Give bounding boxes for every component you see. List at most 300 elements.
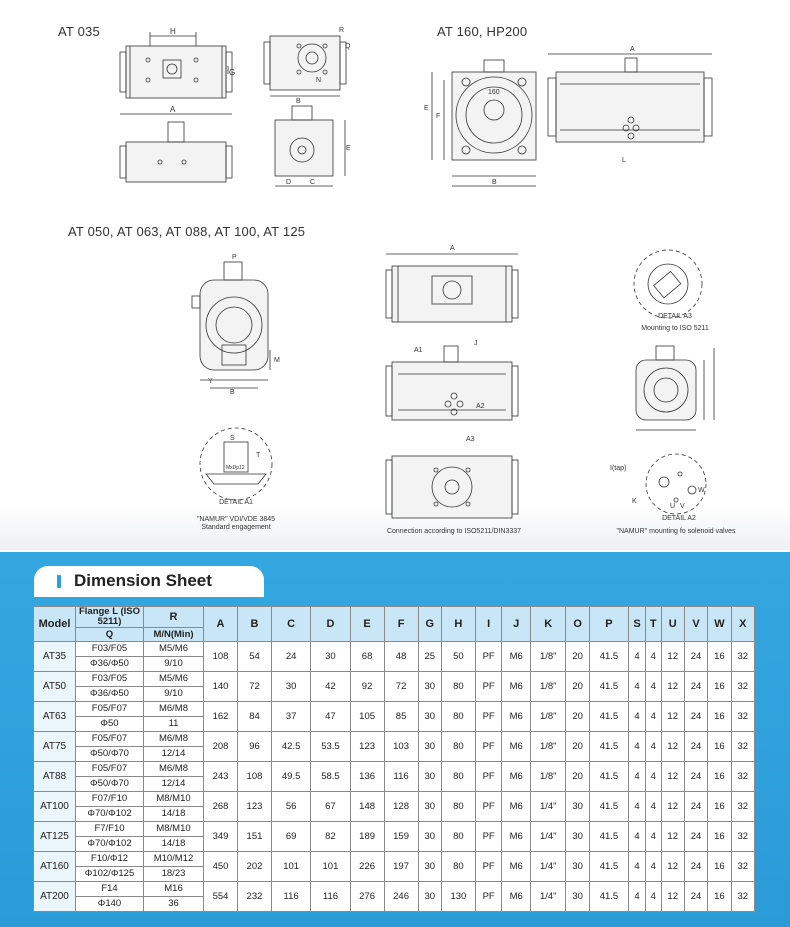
dim-b-label-2: B xyxy=(492,179,497,186)
dimension-cell: 116 xyxy=(311,882,350,912)
dimension-cell: 80 xyxy=(441,792,475,822)
header-mn: M/N(Min) xyxy=(144,628,204,642)
header-col-k: K xyxy=(531,607,566,642)
dimension-cell: 50 xyxy=(441,642,475,672)
dimension-cell: 32 xyxy=(731,732,754,762)
dimension-cell: 16 xyxy=(708,762,731,792)
table-row xyxy=(34,672,755,687)
dimension-cell: 1/4" xyxy=(531,792,566,822)
dimension-cell: 16 xyxy=(708,792,731,822)
dimension-cell: M6 xyxy=(502,882,531,912)
at035-end-view xyxy=(264,36,346,96)
dimension-cell: 20 xyxy=(566,762,589,792)
table-row xyxy=(34,822,755,837)
dim-itap-label: I(tap) xyxy=(610,465,627,472)
dimension-cell: 12 xyxy=(661,822,684,852)
dimension-cell: 42.5 xyxy=(271,732,310,762)
dim-v-label: V xyxy=(680,503,685,510)
dim-c-label: C xyxy=(310,179,316,186)
dimension-cell: 32 xyxy=(731,762,754,792)
tab-accent-bar xyxy=(57,575,61,588)
dimension-cell: M6 xyxy=(502,792,531,822)
dimension-table-body xyxy=(34,642,755,912)
header-col-d: D xyxy=(311,607,350,642)
dimension-cell: 4 xyxy=(645,792,661,822)
dimension-cell: 30 xyxy=(418,792,441,822)
q-cell: Φ70/Φ102 xyxy=(76,807,144,822)
dimension-cell: 30 xyxy=(566,882,589,912)
dimension-cell: 4 xyxy=(645,732,661,762)
dimension-cell: 30 xyxy=(418,732,441,762)
dimension-cell: 128 xyxy=(384,792,418,822)
header-col-w: W xyxy=(708,607,731,642)
dimension-cell: 105 xyxy=(350,702,384,732)
dimension-cell: 30 xyxy=(566,852,589,882)
dim-h-label: H xyxy=(170,27,176,36)
dimension-cell: 30 xyxy=(418,822,441,852)
dimension-cell: 48 xyxy=(384,642,418,672)
dimension-cell: 16 xyxy=(708,822,731,852)
dimension-cell: 4 xyxy=(629,702,646,732)
dimension-cell: 80 xyxy=(441,762,475,792)
dimension-cell: PF xyxy=(475,702,501,732)
dimension-cell: 246 xyxy=(384,882,418,912)
dimension-cell: 20 xyxy=(566,642,589,672)
dimension-cell: 232 xyxy=(237,882,271,912)
dimension-cell: 349 xyxy=(204,822,238,852)
dimension-cell: 30 xyxy=(271,672,310,702)
table-row xyxy=(34,882,755,897)
header-col-u: U xyxy=(661,607,684,642)
dimension-cell: 24 xyxy=(684,732,707,762)
dimension-cell: 32 xyxy=(731,882,754,912)
r-cell: M6/M8 xyxy=(144,732,204,747)
flange-cell: F05/F07 xyxy=(76,732,144,747)
flange-cell: F10/Φ12 xyxy=(76,852,144,867)
q-cell: Φ70/Φ102 xyxy=(76,837,144,852)
dimension-cell: 202 xyxy=(237,852,271,882)
dimension-cell: 12 xyxy=(661,642,684,672)
model-cell: AT125 xyxy=(34,822,76,852)
dimension-cell: 4 xyxy=(645,702,661,732)
dimension-cell: 1/4" xyxy=(531,822,566,852)
table-row xyxy=(34,762,755,777)
dimension-cell: 96 xyxy=(237,732,271,762)
dimension-cell: 53.5 xyxy=(311,732,350,762)
dimension-cell: 16 xyxy=(708,672,731,702)
header-col-f: F xyxy=(384,607,418,642)
header-col-v: V xyxy=(684,607,707,642)
dim-a3-label: A3 xyxy=(466,436,475,443)
dim-a-label-2: A xyxy=(630,46,635,53)
dim-e-label-2: E xyxy=(424,105,429,112)
dimension-cell: 151 xyxy=(237,822,271,852)
dimension-cell: 4 xyxy=(629,672,646,702)
dimension-cell: 159 xyxy=(384,822,418,852)
dimension-table xyxy=(33,606,755,912)
dimension-cell: 1/8" xyxy=(531,642,566,672)
dimension-cell: 58.5 xyxy=(311,762,350,792)
dimension-cell: 56 xyxy=(271,792,310,822)
dimension-cell: 1/8" xyxy=(531,762,566,792)
r-cell: M16 xyxy=(144,882,204,897)
dimension-cell: 49.5 xyxy=(271,762,310,792)
table-row xyxy=(34,702,755,717)
dimension-cell: 12 xyxy=(661,702,684,732)
dimension-cell: 41.5 xyxy=(589,702,628,732)
header-col-p: P xyxy=(589,607,628,642)
dimension-cell: 72 xyxy=(384,672,418,702)
dimension-cell: 84 xyxy=(237,702,271,732)
q-cell: Φ140 xyxy=(76,897,144,912)
dimension-cell: 148 xyxy=(350,792,384,822)
dimension-cell: 197 xyxy=(384,852,418,882)
caption-connection: Connection according to ISO5211/DIN3337 xyxy=(386,528,522,535)
dim-b-label: B xyxy=(296,98,301,105)
dimension-cell: M6 xyxy=(502,732,531,762)
dim-b-label-3: B xyxy=(230,389,235,396)
dimension-cell: 67 xyxy=(311,792,350,822)
dimension-cell: M6 xyxy=(502,852,531,882)
dimension-cell: 41.5 xyxy=(589,882,628,912)
header-col-h: H xyxy=(441,607,475,642)
header-col-c: C xyxy=(271,607,310,642)
dimension-cell: 4 xyxy=(629,882,646,912)
dimension-cell: 4 xyxy=(645,822,661,852)
dim-t-label: T xyxy=(256,452,261,459)
header-col-i: I xyxy=(475,607,501,642)
header-col-a: A xyxy=(204,607,238,642)
header-col-b: B xyxy=(237,607,271,642)
dimension-cell: 226 xyxy=(350,852,384,882)
table-row xyxy=(34,792,755,807)
q-cell: Φ50/Φ70 xyxy=(76,777,144,792)
dim-a2-label: A2 xyxy=(476,403,485,410)
dimension-cell: 41.5 xyxy=(589,852,628,882)
flange-cell: F07/F10 xyxy=(76,792,144,807)
r-cell: M6/M8 xyxy=(144,702,204,717)
dim-g-label: G xyxy=(229,68,236,77)
dim-e-label: E xyxy=(346,145,351,152)
flange-cell: F14 xyxy=(76,882,144,897)
header-col-j: J xyxy=(502,607,531,642)
q-cell: Φ50/Φ70 xyxy=(76,747,144,762)
header-col-s: S xyxy=(629,607,646,642)
dimension-cell: 12 xyxy=(661,792,684,822)
dimension-cell: 189 xyxy=(350,822,384,852)
model-cell: AT88 xyxy=(34,762,76,792)
dimension-cell: 16 xyxy=(708,702,731,732)
q-cell: Φ102/Φ125 xyxy=(76,867,144,882)
r-cell: M6/M8 xyxy=(144,762,204,777)
model-cell: AT75 xyxy=(34,732,76,762)
dimension-cell: 41.5 xyxy=(589,792,628,822)
dimension-cell: 54 xyxy=(237,642,271,672)
dimension-cell: 12 xyxy=(661,882,684,912)
dimension-cell: M6 xyxy=(502,672,531,702)
dimension-cell: 1/4" xyxy=(531,882,566,912)
model-cell: AT100 xyxy=(34,792,76,822)
dimension-sheet-title: Dimension Sheet xyxy=(74,571,212,590)
at050-top-view xyxy=(386,254,518,322)
dimension-cell: 101 xyxy=(271,852,310,882)
flange-cell: F03/F05 xyxy=(76,672,144,687)
caption-namur-a1-1: "NAMUR" VDI/VDE 3845 xyxy=(196,516,276,523)
dimension-cell: 116 xyxy=(384,762,418,792)
dimension-cell: PF xyxy=(475,762,501,792)
r-cell: M5/M6 xyxy=(144,672,204,687)
dimension-cell: 24 xyxy=(684,792,707,822)
dimension-cell: 30 xyxy=(418,852,441,882)
caption-mounting: Mounting to ISO 5211 xyxy=(641,325,709,332)
dim-y-label: Y xyxy=(208,378,213,385)
dim-f-label: F xyxy=(436,113,441,120)
dimension-cell: 101 xyxy=(311,852,350,882)
r-cell: M8/M10 xyxy=(144,822,204,837)
mn-cell: 12/14 xyxy=(144,747,204,762)
dimension-cell: 30 xyxy=(418,762,441,792)
title-at035: AT 035 xyxy=(58,24,100,39)
dimension-cell: 268 xyxy=(204,792,238,822)
model-cell: AT63 xyxy=(34,702,76,732)
dimension-cell: M6 xyxy=(502,642,531,672)
dimension-cell: 80 xyxy=(441,702,475,732)
dim-w-label: W xyxy=(698,487,705,494)
dimension-cell: 20 xyxy=(566,732,589,762)
caption-detail-a2: DETAIL A2 xyxy=(662,515,696,522)
dimension-cell: 41.5 xyxy=(589,762,628,792)
dim-k-label: K xyxy=(632,498,637,505)
dimension-cell: 41.5 xyxy=(589,732,628,762)
caption-detail-a3: DETAIL A3 xyxy=(658,313,692,320)
dimension-cell: 82 xyxy=(311,822,350,852)
dim-q-label: Q xyxy=(345,43,351,50)
header-col-x: X xyxy=(731,607,754,642)
dimension-cell: 30 xyxy=(566,822,589,852)
mn-cell: 14/18 xyxy=(144,807,204,822)
dimension-cell: PF xyxy=(475,822,501,852)
at035-top-view xyxy=(120,32,232,98)
dimension-cell: 92 xyxy=(350,672,384,702)
dimension-cell: 16 xyxy=(708,852,731,882)
dimension-cell: M6 xyxy=(502,702,531,732)
dimension-cell: 12 xyxy=(661,852,684,882)
dimension-cell: 32 xyxy=(731,822,754,852)
flange-cell: F7/F10 xyxy=(76,822,144,837)
dimension-cell: 80 xyxy=(441,822,475,852)
title-at050: AT 050, AT 063, AT 088, AT 100, AT 125 xyxy=(68,224,306,239)
dimension-cell: 24 xyxy=(684,672,707,702)
at035-side-view xyxy=(120,114,232,182)
table-row xyxy=(34,642,755,657)
dimension-cell: PF xyxy=(475,852,501,882)
caption-namur-a1-2: Standard engagement xyxy=(201,524,271,531)
at035-section-view xyxy=(275,106,345,186)
dim-u-label: U xyxy=(670,503,676,510)
header-col-g: G xyxy=(418,607,441,642)
dimension-cell: 243 xyxy=(204,762,238,792)
header-q: Q xyxy=(76,628,144,642)
q-cell: Φ36/Φ50 xyxy=(76,687,144,702)
dimension-cell: 42 xyxy=(311,672,350,702)
detail-a1-view xyxy=(200,428,272,500)
dim-r-label: R xyxy=(339,27,345,34)
mn-cell: 18/23 xyxy=(144,867,204,882)
dimension-cell: 24 xyxy=(684,882,707,912)
dimension-cell: 450 xyxy=(204,852,238,882)
dimension-cell: 4 xyxy=(629,792,646,822)
title-at160: AT 160, HP200 xyxy=(437,24,528,39)
at050-front-view xyxy=(386,346,518,420)
dimension-cell: 24 xyxy=(271,642,310,672)
dimension-cell: 1/8" xyxy=(531,732,566,762)
dimension-cell: M6 xyxy=(502,762,531,792)
dimension-cell: 16 xyxy=(708,732,731,762)
r-cell: M8/M10 xyxy=(144,792,204,807)
dimension-cell: 80 xyxy=(441,732,475,762)
dimension-cell: 12 xyxy=(661,762,684,792)
at050-bottom-view xyxy=(386,456,518,518)
dim-n-label: N xyxy=(316,77,322,84)
flange-cell: F03/F05 xyxy=(76,642,144,657)
dimension-cell: 32 xyxy=(731,702,754,732)
dim-a-label: A xyxy=(170,105,176,114)
dim-m-label: M xyxy=(274,357,280,364)
dimension-cell: 80 xyxy=(441,852,475,882)
dimension-cell: PF xyxy=(475,672,501,702)
dimension-cell: 25 xyxy=(418,642,441,672)
dimension-cell: 1/8" xyxy=(531,672,566,702)
dimension-cell: 162 xyxy=(204,702,238,732)
dimension-cell: PF xyxy=(475,732,501,762)
dimension-cell: 4 xyxy=(645,762,661,792)
at050-end-view xyxy=(192,262,270,388)
dimension-cell: 4 xyxy=(629,822,646,852)
dimension-cell: 24 xyxy=(684,702,707,732)
dimension-cell: 4 xyxy=(645,672,661,702)
dimension-cell: 41.5 xyxy=(589,672,628,702)
dim-s-label: S xyxy=(230,435,235,442)
table-row xyxy=(34,732,755,747)
q-cell: Φ36/Φ50 xyxy=(76,657,144,672)
dimension-cell: 16 xyxy=(708,882,731,912)
dimension-cell: 30 xyxy=(418,672,441,702)
dim-l-label: L xyxy=(622,157,626,164)
dim-mxdp-label: MxDp12 xyxy=(226,465,245,471)
dimension-cell: 4 xyxy=(629,642,646,672)
dimension-cell: 136 xyxy=(350,762,384,792)
dimension-sheet-tab xyxy=(34,566,264,596)
dimension-cell: 116 xyxy=(271,882,310,912)
dimension-cell: 1/8" xyxy=(531,702,566,732)
dimension-cell: M6 xyxy=(502,822,531,852)
flange-cell: F05/F07 xyxy=(76,702,144,717)
dimension-cell: 123 xyxy=(350,732,384,762)
header-r: R xyxy=(144,607,204,628)
dim-d-label: D xyxy=(286,179,292,186)
mn-cell: 12/14 xyxy=(144,777,204,792)
dimension-cell: 80 xyxy=(441,672,475,702)
dimension-cell: 41.5 xyxy=(589,822,628,852)
dimension-cell: 24 xyxy=(684,762,707,792)
dim-160-label: 160 xyxy=(488,89,500,96)
at160-end-view xyxy=(432,60,536,186)
dimension-cell: 20 xyxy=(566,672,589,702)
dimension-cell: 32 xyxy=(731,852,754,882)
dimension-cell: 12 xyxy=(661,672,684,702)
dimension-cell: 30 xyxy=(311,642,350,672)
detail-a2-view xyxy=(646,454,706,514)
dimension-cell: 276 xyxy=(350,882,384,912)
dimension-cell: 30 xyxy=(418,882,441,912)
dimension-cell: 68 xyxy=(350,642,384,672)
dimension-cell: 4 xyxy=(645,852,661,882)
dimension-cell: 24 xyxy=(684,852,707,882)
mn-cell: 9/10 xyxy=(144,657,204,672)
dim-a-label-3: A xyxy=(450,245,455,252)
caption-detail-a1: DETAIL A1 xyxy=(219,499,253,506)
dimension-cell: 4 xyxy=(645,882,661,912)
q-cell: Φ50 xyxy=(76,717,144,732)
table-row xyxy=(34,852,755,867)
dimension-cell: 30 xyxy=(566,792,589,822)
r-cell: M5/M6 xyxy=(144,642,204,657)
dimension-cell: PF xyxy=(475,882,501,912)
dimension-cell: 12 xyxy=(661,732,684,762)
dimension-cell: 85 xyxy=(384,702,418,732)
dimension-cell: 69 xyxy=(271,822,310,852)
dimension-cell: 4 xyxy=(629,852,646,882)
model-cell: AT50 xyxy=(34,672,76,702)
dimension-sheet-panel xyxy=(0,552,790,927)
dimension-cell: 1/4" xyxy=(531,852,566,882)
caption-namur-a2: "NAMUR" mounting fo solenoid valves xyxy=(616,528,736,535)
dimension-cell: 32 xyxy=(731,642,754,672)
mn-cell: 14/18 xyxy=(144,837,204,852)
dimension-cell: 32 xyxy=(731,792,754,822)
dimension-cell: 140 xyxy=(204,672,238,702)
dim-p-label: P xyxy=(232,254,237,261)
dimension-cell: 108 xyxy=(237,762,271,792)
model-cell: AT160 xyxy=(34,852,76,882)
dimension-cell: 554 xyxy=(204,882,238,912)
dimension-cell: 108 xyxy=(204,642,238,672)
model-cell: AT200 xyxy=(34,882,76,912)
dimension-cell: 24 xyxy=(684,822,707,852)
dimension-cell: 24 xyxy=(684,642,707,672)
mn-cell: 9/10 xyxy=(144,687,204,702)
dimension-cell: PF xyxy=(475,792,501,822)
dimension-cell: 37 xyxy=(271,702,310,732)
dim-j-label: J xyxy=(474,340,478,347)
dimension-cell: 4 xyxy=(645,642,661,672)
dimension-cell: 30 xyxy=(418,702,441,732)
dimension-cell: 123 xyxy=(237,792,271,822)
at050-right-end-view xyxy=(636,346,714,430)
dimension-cell: 20 xyxy=(566,702,589,732)
flange-cell: F05/F07 xyxy=(76,762,144,777)
mn-cell: 36 xyxy=(144,897,204,912)
dim-a1-label: A1 xyxy=(414,347,423,354)
detail-a3-view xyxy=(634,250,702,318)
dimension-cell: 4 xyxy=(629,762,646,792)
at160-side-view xyxy=(548,54,712,142)
mn-cell: 11 xyxy=(144,717,204,732)
dimension-cell: 47 xyxy=(311,702,350,732)
dimension-cell: 208 xyxy=(204,732,238,762)
model-cell: AT35 xyxy=(34,642,76,672)
dimension-cell: 4 xyxy=(629,732,646,762)
